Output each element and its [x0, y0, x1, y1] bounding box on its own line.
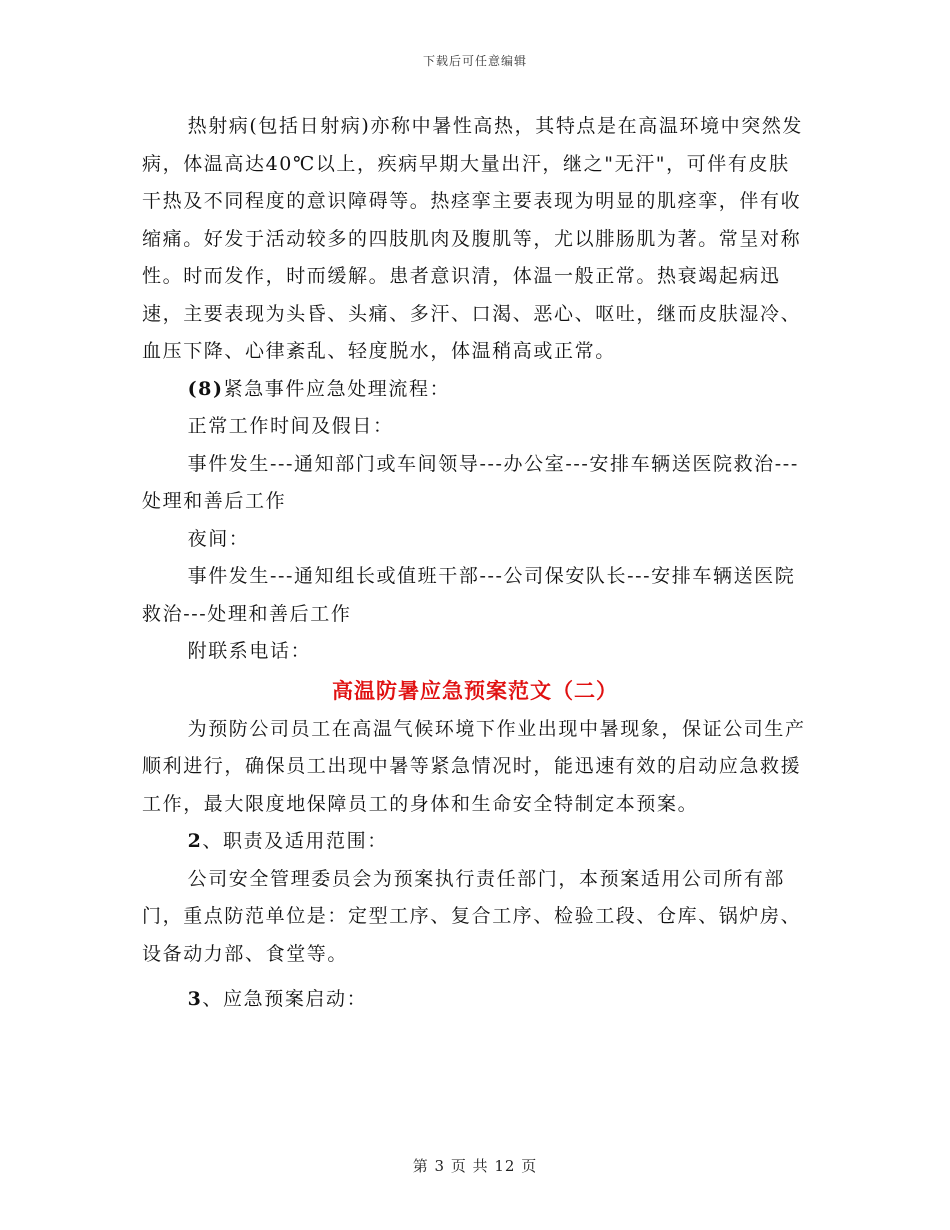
workday-flow: 事件发生---通知部门或车间领导---办公室---安排车辆送医院救治---处理和善后工作 — [142, 452, 799, 512]
heading-item-3 — [142, 981, 808, 1019]
paragraph-scope: 公司安全管理委员会为预案执行责任部门，本预案适用公司所有部门，重点防范单位是：定型工序、复合工序、检验工段、仓库、锅炉房、设备动力部、食堂等。 — [142, 867, 802, 965]
page-footer: 第 3 页 共 12 页 — [412, 1157, 538, 1175]
paragraph-intro: 为预防公司员工在高温气候环境下作业出现中暑现象，保证公司生产顺利进行，确保员工出现中暑等紧急情况时，能迅速有效的启动应急救援工作，最大限度地保障员工的身体和生命安全特制定本预案。 — [142, 717, 806, 815]
workday-label: 正常工作时间及假日： — [187, 415, 394, 437]
contact-label: 附联系电话： — [187, 640, 312, 662]
night-flow: 事件发生---通知组长或值班干部---公司保安队长---安排车辆送医院救治---处理和善后工作 — [142, 565, 796, 625]
document-body — [142, 108, 808, 1019]
section-title: 高温防暑应急预案范文（二） — [332, 677, 618, 703]
item-8-number: (8) — [187, 377, 224, 400]
item-2-text: 、职责及适用范围： — [202, 830, 388, 852]
night-label: 夜间： — [187, 527, 250, 550]
item-2-number: 2 — [187, 830, 203, 852]
page-header: 下载后可任意编辑 — [422, 54, 527, 68]
heading-item-8 — [142, 371, 808, 409]
item-3-text: 、应急预案启动： — [202, 988, 368, 1010]
heading-item-2 — [142, 823, 808, 861]
paragraph-heat-illness: 热射病(包括日射病)亦称中暑性高热，其特点是在高温环境中突然发病，体温高达40℃以上，疾病早期大量出汗，继之"无汗"，可伴有皮肤干热及不同程度的意识障碍等。热痉挛主要表现为明显的肌痉挛，伴有收缩痛。好发于活动较多的四肢肌肉及腹肌等，尤以腓肠肌为著。常呈对称性。时而发作，时而缓解。患者意识清，体温一般正常。热衰竭起病迅速，主要表现为头昏、头痛、多汗、口渴、恶心、呕吐，继而皮肤湿冷、血压下降、心律紊乱、轻度脱水，体温稍高或正常。 — [142, 115, 804, 362]
item-8-text: 紧急事件应急处理流程： — [223, 377, 451, 400]
item-3-number: 3 — [187, 988, 203, 1010]
